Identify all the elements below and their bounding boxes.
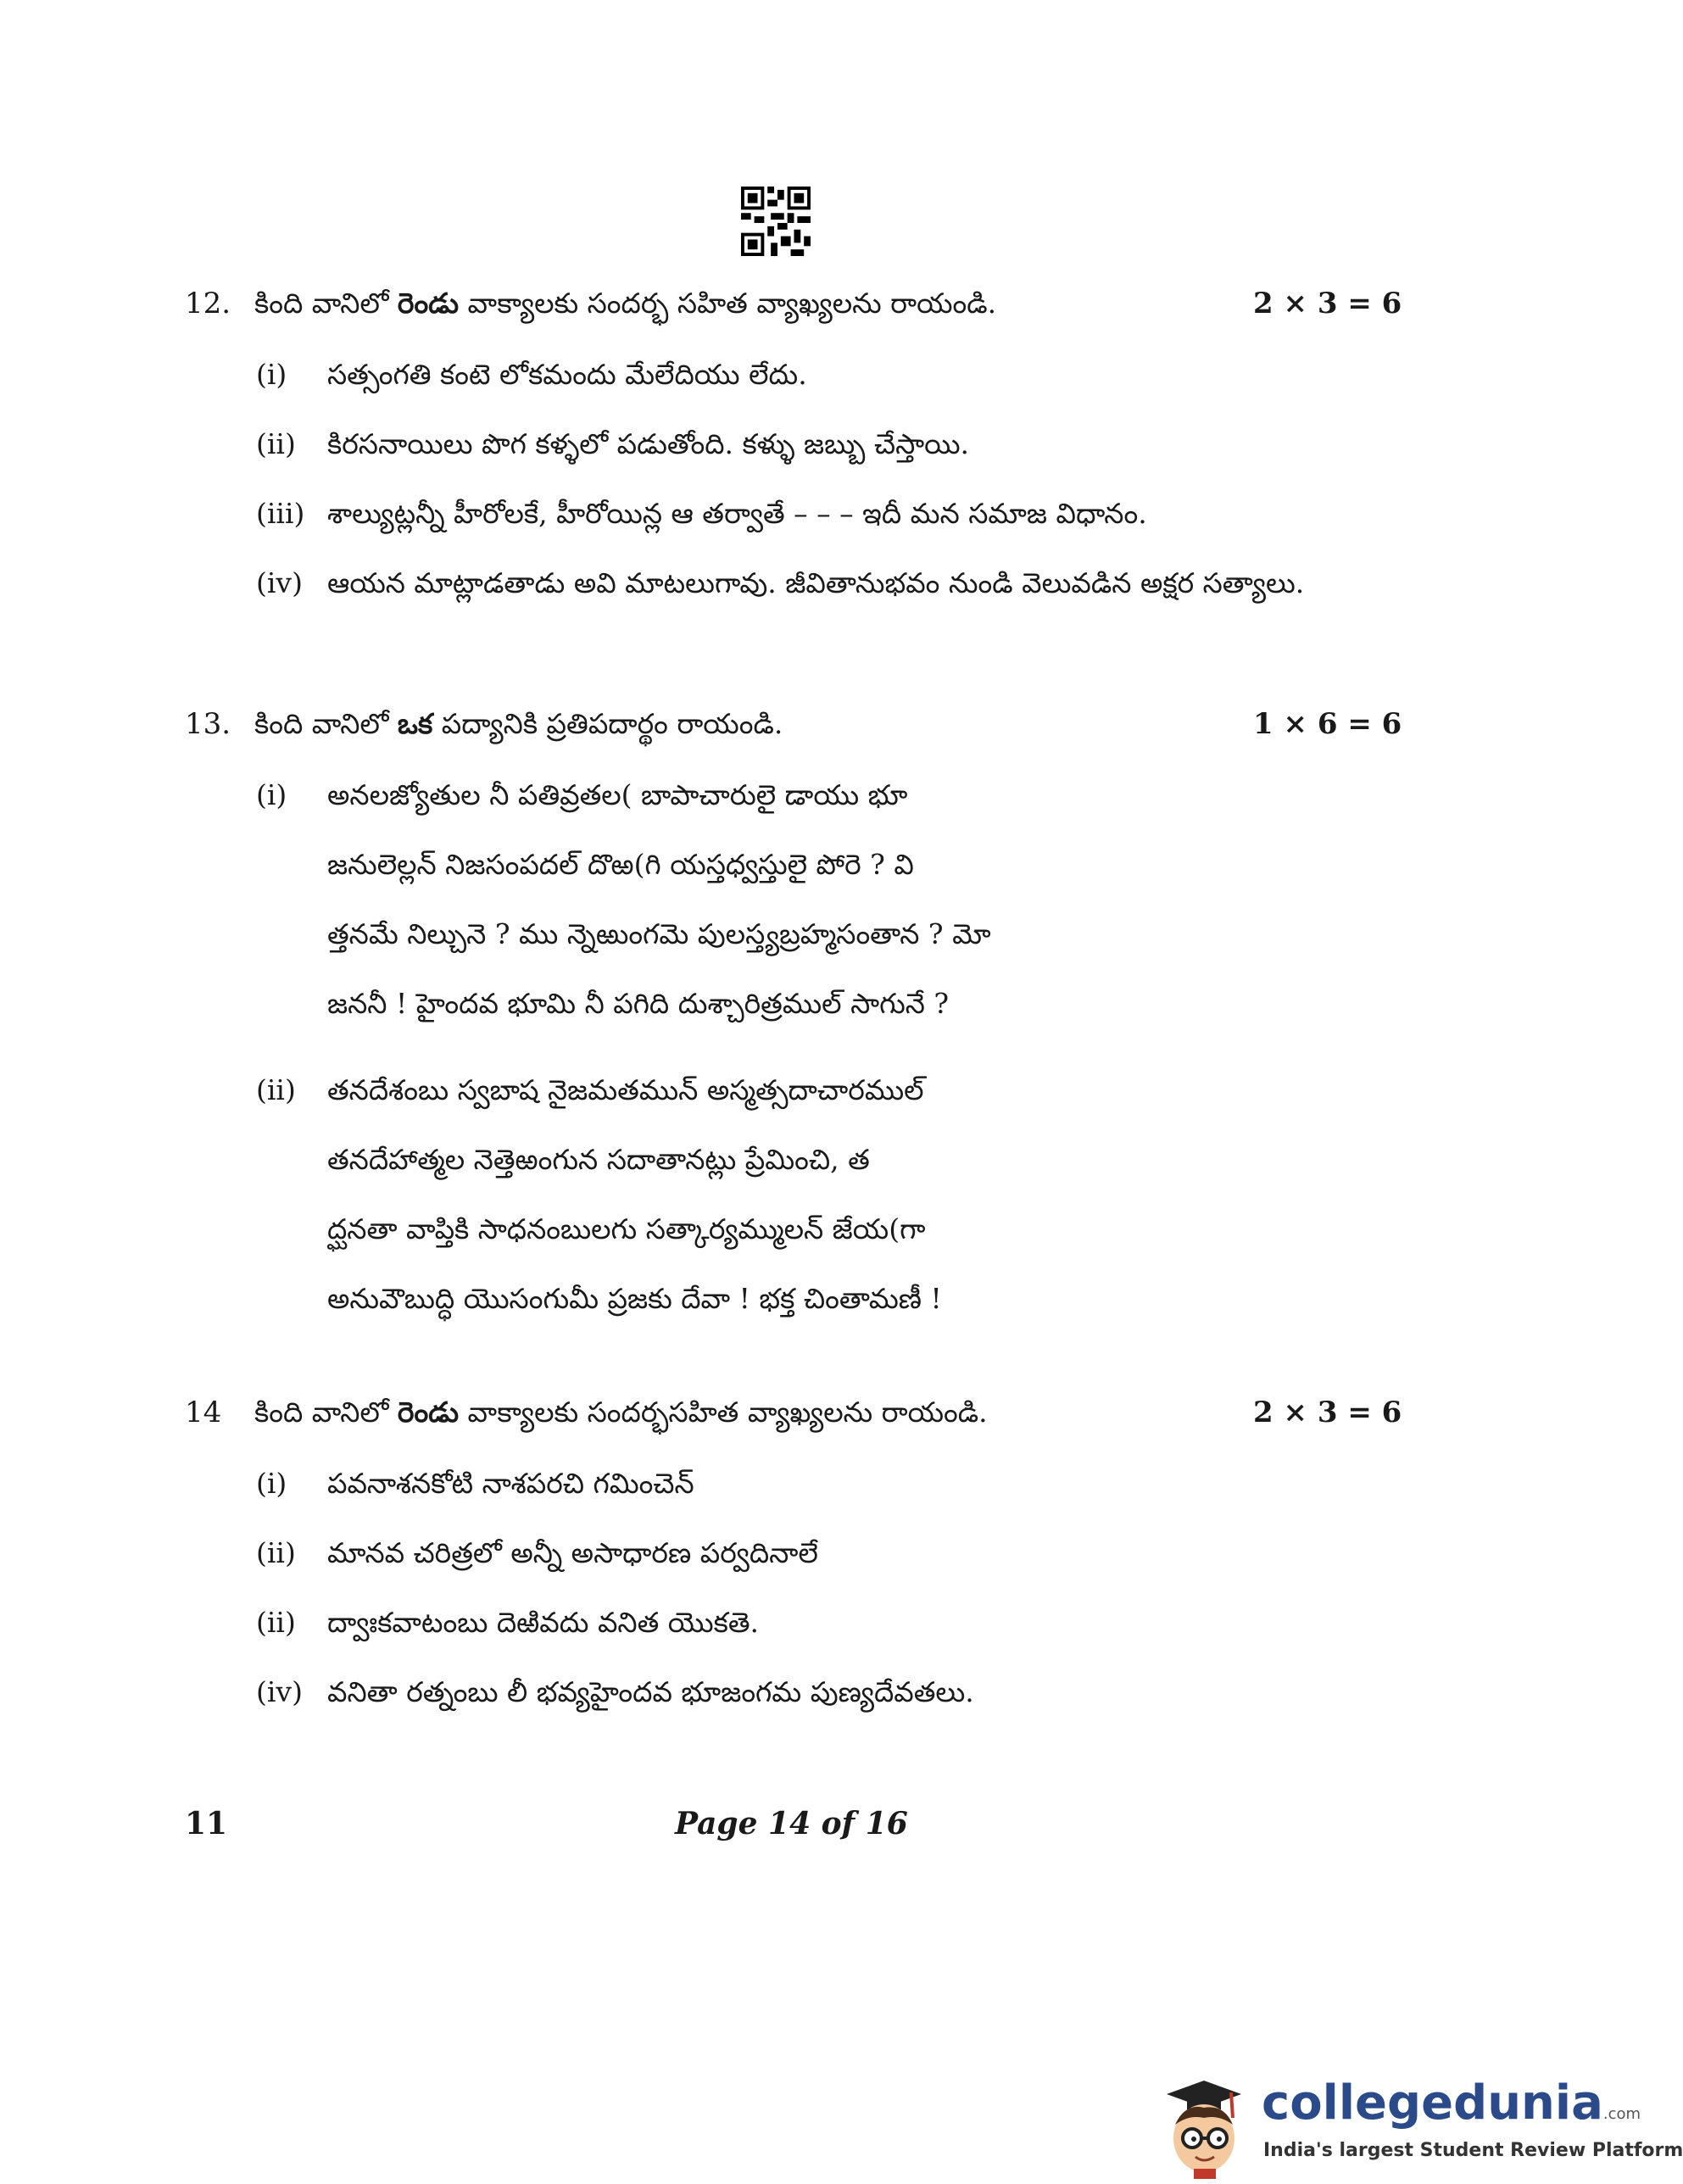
q12-item-text: ఆయన మాట్లాడతాడు అవి మాటలుగావు. జీవితానుభవం నుండి వెలువడిన అక్షర సత్యాలు. <box>327 566 1305 599</box>
question-14-number: 14 <box>185 1396 222 1429</box>
q14-item-text: ద్వాఃకవాటంబు దెఱివదు వనిత యొకతె. <box>327 1606 760 1639</box>
poem-2-line: ద్ఘనతా వాప్తికి సాధనంబులగు సత్కార్యమ్ములన్ జేయ(గా <box>327 1212 926 1245</box>
question-12-marks: 2 × 3 = 6 <box>1253 287 1402 320</box>
q12-item-label: (iv) <box>256 566 303 599</box>
poem-2-label: (ii) <box>256 1073 296 1106</box>
question-13-text: కింది వానిలో ఒక పద్యానికి ప్రతిపదార్థం రాయండి. <box>254 707 783 740</box>
poem-1-line: త్తనమే నిల్చునె ? ము న్నెఱుంగమె పులస్త్యబ్రహ్మసంతాన ? మో <box>327 917 991 950</box>
q12-item-text: శాల్యుట్లన్నీ హీరోలకే, హీరోయిన్ల ఆ తర్వాతే – – – ఇదీ మన సమాజ విధానం. <box>327 497 1147 530</box>
q14-item-label: (ii) <box>256 1536 296 1569</box>
brand-name: collegedunia.com <box>1262 2075 1641 2131</box>
poem-2-line: తనదేహాత్మల నెత్తెఱంగున సదాతానట్లు ప్రేమించి, త <box>327 1143 870 1176</box>
mascot-icon <box>1151 2069 1253 2179</box>
q12-item-label: (ii) <box>256 427 296 460</box>
q12-item-text: సత్సంగతి కంటె లోకమందు మేలేదియు లేదు. <box>327 358 807 391</box>
question-13-number: 13. <box>185 707 231 741</box>
q14-item-label: (ii) <box>256 1606 296 1639</box>
poem-2-line: తనదేశంబు స్వబాష నైజమతమున్ అస్మత్సదాచారముల్ <box>327 1073 924 1106</box>
q14-item-label: (iv) <box>256 1675 303 1708</box>
q12-item-label: (iii) <box>256 497 305 530</box>
poem-1-line: జనులెల్లన్ నిజసంపదల్ దొఱ(గి యస్తధ్వస్తులై పోరె ? వి <box>327 848 914 881</box>
q14-item-text: పవనాశనకోటి నాశపరచి గమించెన్ <box>327 1467 694 1500</box>
question-12-number: 12. <box>185 287 231 320</box>
poem-1-label: (i) <box>256 778 287 811</box>
collegedunia-logo[interactable] <box>1151 2069 1683 2179</box>
q14-item-label: (i) <box>256 1467 287 1500</box>
q12-item-label: (i) <box>256 358 287 391</box>
qr-code-icon <box>741 187 811 256</box>
question-14-text: కింది వానిలో రెండు వాక్యాలకు సందర్భసహిత వ్యాఖ్యలను రాయండి. <box>254 1396 988 1429</box>
poem-2-line: అనువౌబుద్ధి యొసంగుమీ ప్రజకు దేవా ! భక్త చింతామణీ ! <box>327 1282 942 1315</box>
poem-1-line: జననీ ! హైందవ భూమి నీ పగిది దుశ్చారిత్రముల్ సాగునే ? <box>327 987 950 1020</box>
paper-code: 11 <box>185 1806 228 1841</box>
q12-item-text: కిరసనాయిలు పొగ కళ్ళలో పడుతోంది. కళ్ళు జబ్బు చేస్తాయి. <box>327 427 970 460</box>
question-12-text: కింది వానిలో రెండు వాక్యాలకు సందర్భ సహిత వ్యాఖ్యలను రాయండి. <box>254 287 997 320</box>
brand-tagline: India's largest Student Review Platform <box>1263 2140 1683 2161</box>
question-13-marks: 1 × 6 = 6 <box>1253 707 1402 741</box>
q14-item-text: వనితా రత్నంబు లీ భవ్యహైందవ భూజంగమ పుణ్యదేవతలు. <box>327 1675 974 1708</box>
q14-item-text: మానవ చరిత్రలో అన్నీ అసాధారణ పర్వదినాలే <box>327 1536 818 1569</box>
page-number: Page 14 of 16 <box>675 1806 908 1841</box>
question-14-marks: 2 × 3 = 6 <box>1253 1396 1402 1429</box>
poem-1-line: అనలజ్యోతుల నీ పతివ్రతల( బాపాచారులై డాయు భూ <box>327 778 908 811</box>
